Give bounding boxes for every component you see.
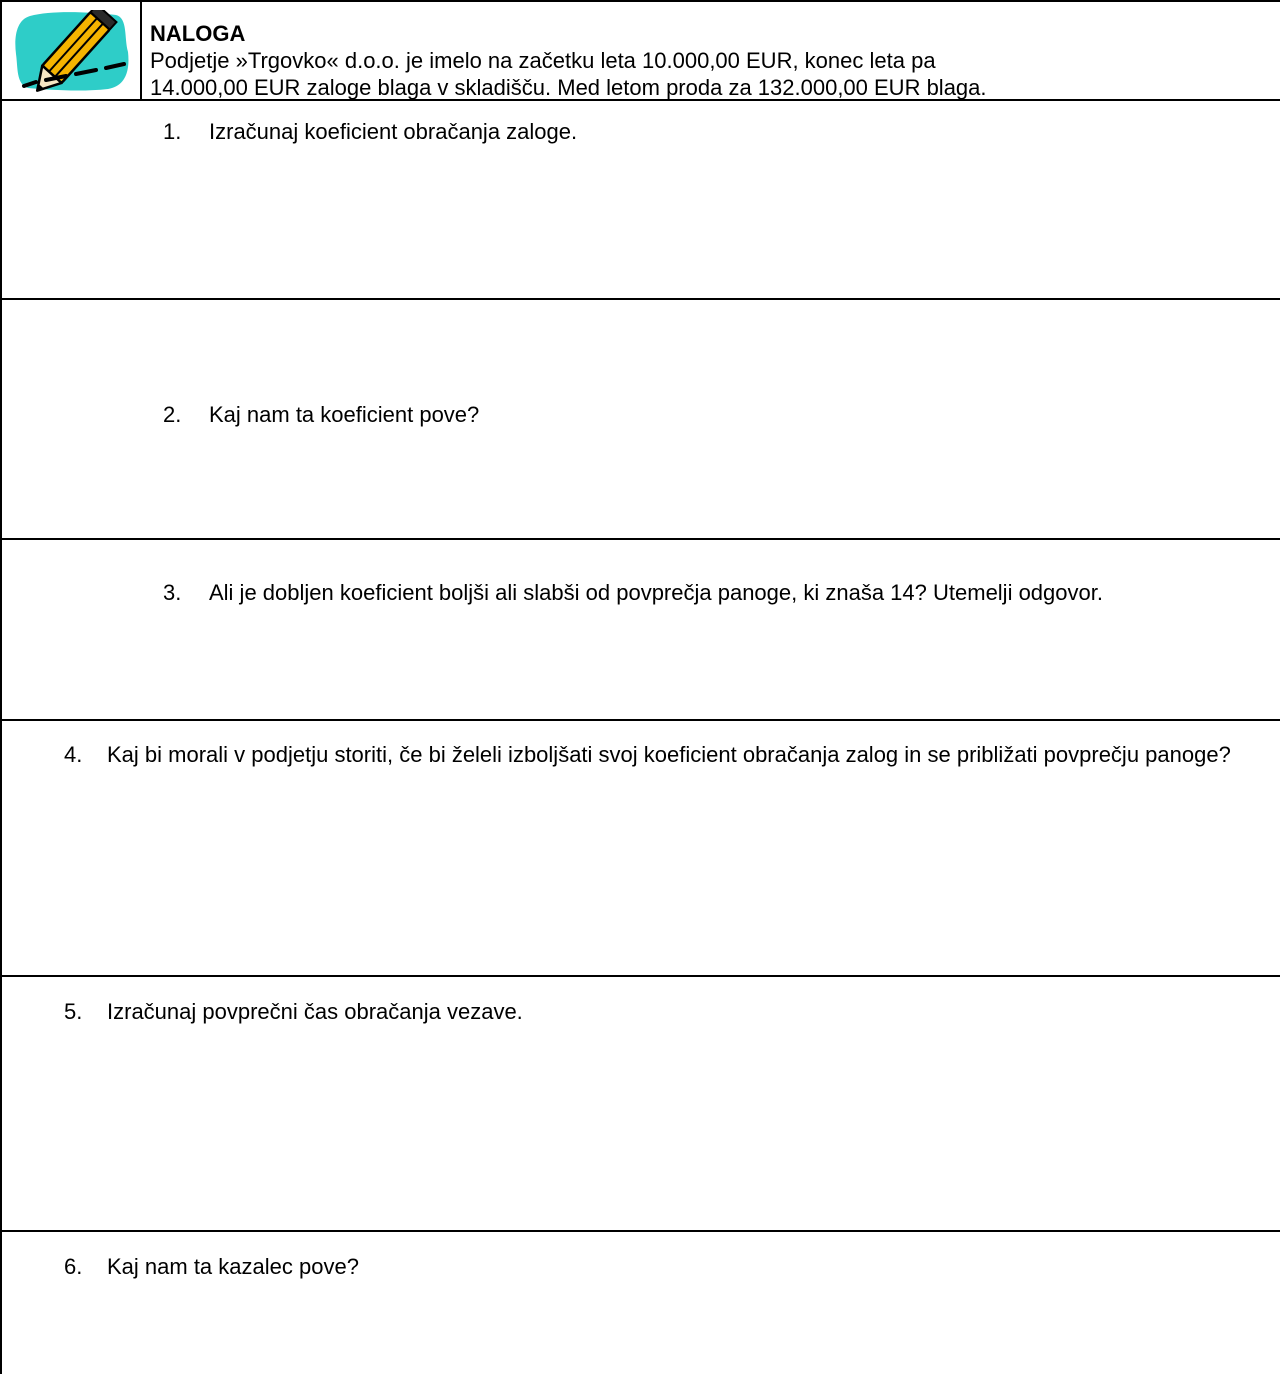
question-text: Izračunaj koeficient obračanja zaloge. bbox=[209, 119, 578, 144]
row-divider bbox=[0, 975, 1280, 977]
question-text: Izračunaj povprečni čas obračanja vezave. bbox=[107, 999, 523, 1024]
task-title: NALOGA bbox=[150, 21, 246, 46]
task-text-line: 14.000,00 EUR zaloge blaga v skladišču. Med letom proda za 132.000,00 EUR blaga. bbox=[150, 75, 987, 100]
question-text: Kaj nam ta kazalec pove? bbox=[107, 1254, 359, 1279]
frame-left-border bbox=[0, 0, 2, 1374]
question-number: 5. bbox=[64, 999, 83, 1024]
question-number: 6. bbox=[64, 1254, 83, 1279]
row-divider bbox=[0, 538, 1280, 540]
question-number: 4. bbox=[64, 742, 83, 767]
question-number: 2. bbox=[163, 402, 182, 427]
task-description bbox=[150, 2, 1280, 99]
question-text: Kaj bi morali v podjetju storiti, če bi želeli izboljšati svoj koeficient obračanja zalog in se približati povprečju panoge? bbox=[107, 742, 1231, 767]
task-text-line: Podjetje »Trgovko« d.o.o. je imelo na začetku leta 10.000,00 EUR, konec leta pa bbox=[150, 48, 936, 73]
question-number: 1. bbox=[163, 119, 182, 144]
icon-cell bbox=[2, 2, 142, 99]
row-divider bbox=[0, 1230, 1280, 1232]
question-text: Kaj nam ta koeficient pove? bbox=[209, 402, 480, 427]
task-header bbox=[2, 2, 1280, 99]
question-text: Ali je dobljen koeficient boljši ali slabši od povprečja panoge, ki znaša 14? Utemelji odgovor. bbox=[209, 580, 1103, 605]
row-divider bbox=[0, 719, 1280, 721]
pencil-icon bbox=[12, 10, 132, 92]
row-divider bbox=[0, 298, 1280, 300]
question-number: 3. bbox=[163, 580, 182, 605]
